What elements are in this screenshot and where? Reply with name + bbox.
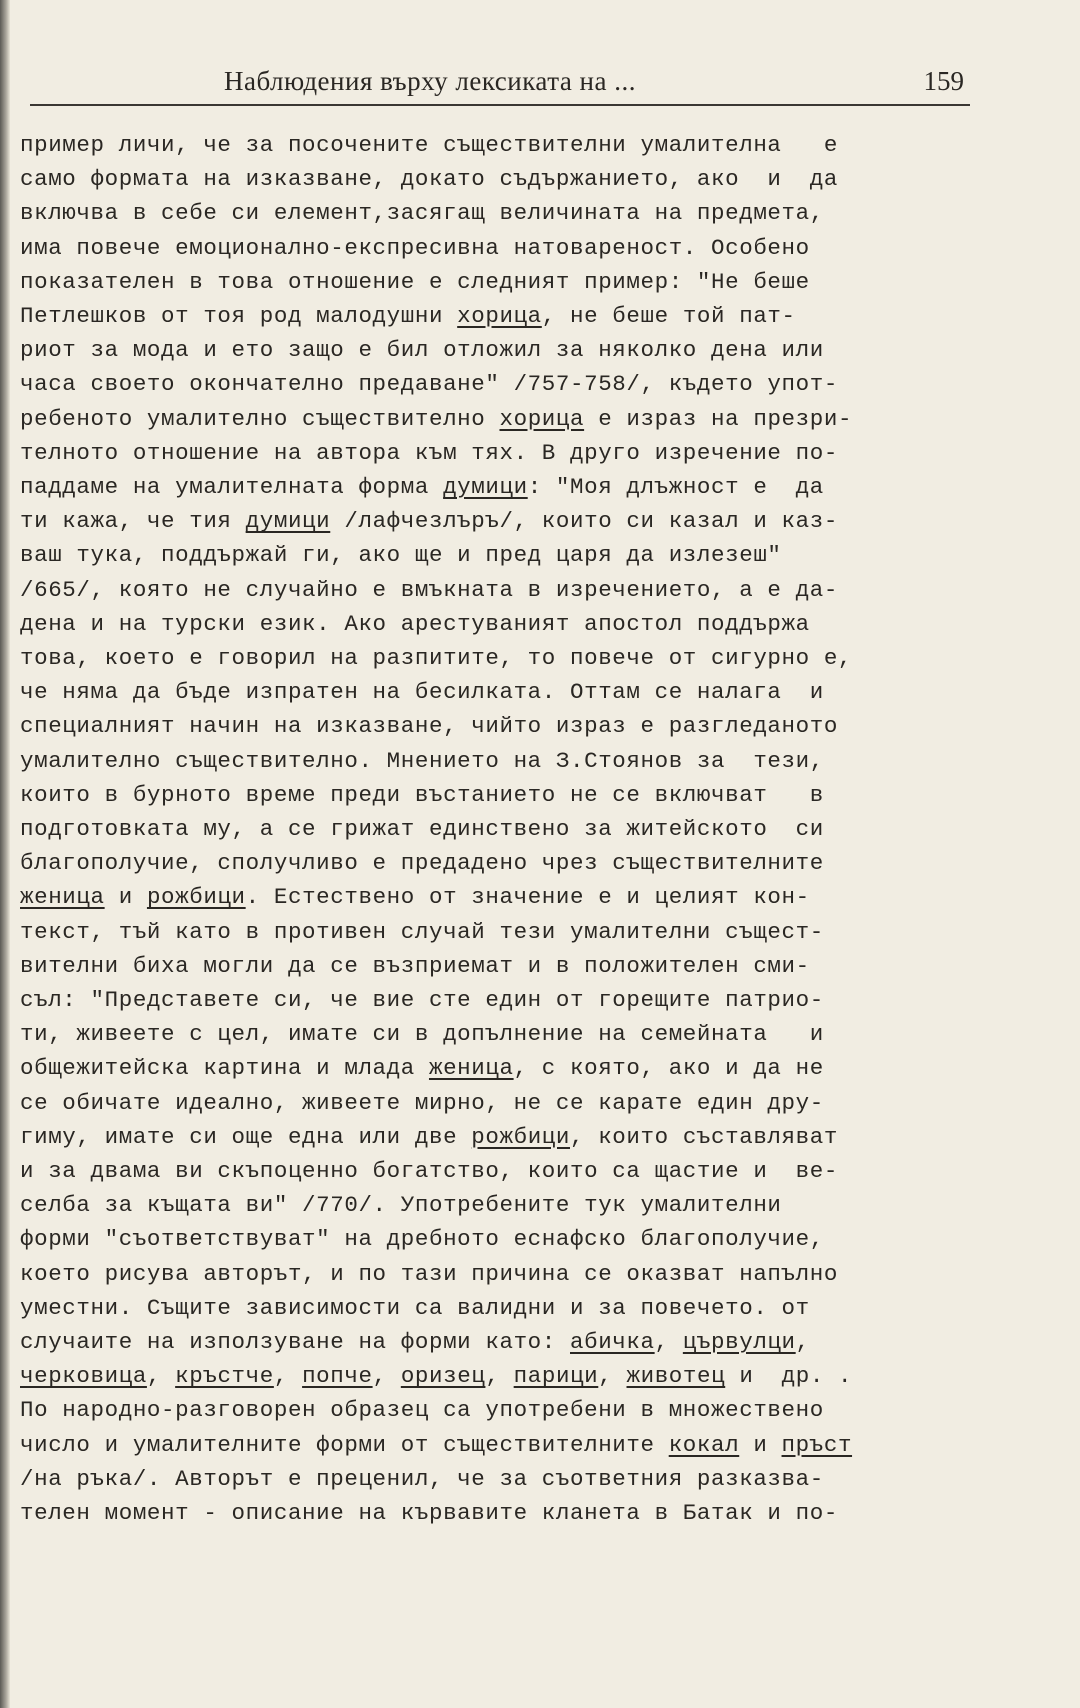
text-line [20, 1051, 824, 1085]
text-segment: селба за къщата ви" /770/. Употребените тук умалителни [20, 1192, 782, 1219]
text-segment: има повече емоционално-експресивна натовареност. Особено [20, 234, 810, 261]
text-line [20, 709, 838, 743]
text-segment: само формата на изказване, докато съдържанието, ако и да [20, 166, 838, 193]
text-segment: /665/, която не случайно е вмъкната в изречението, а е да- [20, 576, 838, 603]
text-segment: , които съставляват [570, 1123, 838, 1150]
text-segment: общежитейска картина и млада [20, 1055, 429, 1082]
text-segment: е израз на презри- [584, 405, 853, 432]
text-segment: , [598, 1363, 627, 1390]
text-segment: ти кажа, че тия [20, 508, 246, 535]
underlined-word: черковица [20, 1363, 147, 1390]
text-segment: число и умалителните форми от съществителните [20, 1431, 669, 1458]
text-segment: и др. . [725, 1363, 853, 1390]
text-line [20, 333, 824, 367]
text-line [20, 196, 824, 230]
text-line [20, 675, 824, 709]
text-line [20, 607, 810, 641]
text-segment: показателен в това отношение е следният пример: "Не беше [20, 268, 810, 295]
text-line [20, 1017, 824, 1051]
text-line [20, 1154, 838, 1188]
text-segment: съл: "Представете си, че вие сте един от горещите патрио- [20, 987, 824, 1013]
text-line [20, 983, 824, 1017]
text-segment: и за двама ви скъпоценно богатство, които са щастие и ве- [20, 1158, 838, 1184]
text-segment: , с която, ако и да не [513, 1055, 824, 1082]
underlined-word: кокал [668, 1431, 740, 1458]
text-segment: гиму, имате си още една или две [20, 1123, 472, 1150]
text-line [20, 128, 838, 162]
text-line [20, 1086, 824, 1120]
text-line [20, 1428, 852, 1462]
text-line [20, 538, 782, 572]
underlined-word: женица [20, 884, 105, 911]
text-line [20, 504, 838, 538]
underlined-word: пръст [781, 1431, 853, 1458]
underlined-word: абичка [570, 1329, 655, 1355]
text-segment: телен момент - описание на кървавите кланета в Батак и по- [20, 1500, 838, 1526]
text-line [20, 367, 838, 401]
text-line [20, 1222, 824, 1256]
text-segment: уместни. Същите зависимости са валидни и за повечето. от [20, 1294, 810, 1321]
text-line [20, 1188, 782, 1222]
text-segment: , [485, 1363, 514, 1390]
underlined-word: рожбици [146, 884, 246, 911]
underlined-word: попче [302, 1363, 373, 1390]
text-segment: което рисува авторът, и по тази причина се оказват напълно [20, 1260, 838, 1287]
text-line [20, 846, 824, 880]
text-segment: благополучие, сполучливо е предадено чрез съществителните [20, 850, 824, 877]
text-segment: вителни биха могли да се възприемат и в положителен сми- [20, 952, 810, 979]
text-line [20, 1257, 838, 1291]
text-segment: пример личи, че за посочените съществителни умалителна е [20, 132, 838, 158]
text-segment: че няма да бъде изпратен на бесилката. Оттам се налага и [20, 679, 824, 706]
text-segment: ваш тука, поддържай ги, ако ще и пред царя да излезеш" [20, 542, 782, 569]
text-segment: умалително съществително. Мнението на З.Стоянов за тези, [20, 747, 824, 774]
text-segment: , [146, 1363, 176, 1390]
text-segment: . Естествено от значение е и целият кон- [245, 884, 810, 911]
text-line [20, 641, 852, 675]
text-segment: /лафчезлъръ/, които си казал и каз- [330, 508, 838, 535]
text-segment: подготовката му, а се грижат единствено за житейското си [20, 816, 824, 842]
underlined-word: хорица [499, 405, 585, 432]
text-segment: паддаме на умалителната форма [20, 474, 444, 500]
book-spine-shadow [0, 0, 10, 1708]
text-segment: форми "съответствуват" на дребното еснафско благополучие, [20, 1226, 824, 1253]
text-segment: , [654, 1329, 683, 1355]
text-line [20, 1359, 852, 1393]
text-line [20, 744, 824, 778]
text-line [20, 915, 824, 949]
text-line [20, 1393, 824, 1427]
underlined-word: думици [245, 508, 331, 535]
underlined-word: женица [428, 1055, 514, 1082]
text-segment: , [795, 1329, 810, 1355]
underlined-word: парици [513, 1363, 599, 1390]
underlined-word: животец [626, 1363, 726, 1390]
text-segment: часа своето окончателно предаване" /757-758/, където упот- [20, 371, 838, 398]
text-segment: , [273, 1363, 303, 1390]
text-segment: риот за мода и ето защо е бил отложил за няколко дена или [20, 337, 824, 364]
underlined-word: хорица [457, 303, 542, 329]
text-segment: : "Моя длъжност е да [527, 474, 824, 500]
underlined-word: кръстче [175, 1363, 274, 1390]
underlined-word: рожбици [471, 1123, 570, 1150]
text-line [20, 299, 796, 333]
text-segment: По народно-разговорен образец са употребени в множествено [20, 1397, 824, 1424]
text-segment: текст, тъй като в противен случай тези умалителни същест- [20, 918, 824, 945]
text-line [20, 1291, 810, 1325]
text-segment: това, което е говорил на разпитите, то повече от сигурно е, [20, 645, 853, 671]
text-segment: ребеното умалително съществително [20, 405, 500, 432]
text-segment: телното отношение на автора към тях. В друго изречение по- [20, 439, 838, 466]
text-line [20, 812, 824, 846]
text-line [20, 778, 824, 812]
text-line [20, 265, 810, 299]
text-segment: Петлешков от тоя род малодушни [20, 303, 458, 329]
text-line [20, 573, 838, 607]
page-header [30, 58, 970, 106]
underlined-word: оризец [400, 1363, 486, 1390]
text-line [20, 880, 810, 914]
text-segment: /на ръка/. Авторът е преценил, че за съответния разказва- [20, 1465, 824, 1492]
text-segment: които в бурното време преди въстанието не се включват в [20, 781, 824, 808]
page-number: 159 [923, 66, 964, 96]
text-segment: дена и на турски език. Ако арестуваният апостол поддържа [20, 610, 810, 637]
text-segment: включва в себе си елемент,засягащ величината на предмета, [20, 200, 824, 227]
text-segment: и [104, 884, 147, 911]
text-line [20, 162, 838, 196]
text-segment: се обичате идеално, живеете мирно, не се карате един дру- [20, 1089, 824, 1116]
text-line [20, 231, 810, 265]
underlined-word: цървулци [682, 1329, 796, 1355]
text-segment: случаите на използуване на форми като: [20, 1329, 570, 1355]
text-segment: , [372, 1363, 401, 1390]
text-line [20, 470, 824, 504]
text-line [20, 1120, 838, 1154]
text-line [20, 1462, 824, 1496]
text-line [20, 1325, 810, 1359]
text-segment: , не беше той пат- [541, 303, 796, 329]
text-segment: специалният начин на изказване, чийто израз е разгледаното [20, 713, 838, 740]
underlined-word: думици [443, 474, 528, 500]
running-title: Наблюдения върху лексиката на ... [224, 66, 636, 96]
text-segment: и [739, 1431, 782, 1458]
text-line [20, 949, 810, 983]
text-segment: ти, живеете с цел, имате си в допълнение на семейната и [20, 1021, 824, 1048]
text-line [20, 1496, 838, 1530]
text-line [20, 436, 838, 470]
text-line [20, 402, 852, 436]
